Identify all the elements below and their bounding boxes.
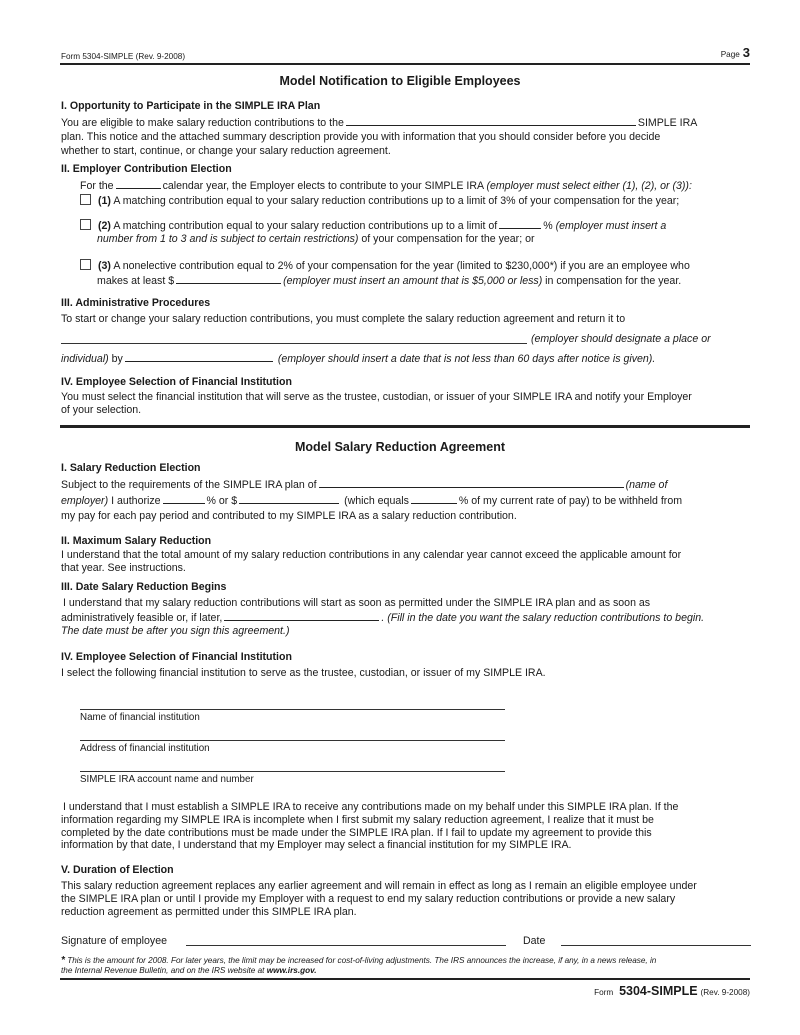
year-field[interactable] xyxy=(116,179,161,189)
footer-form-id: Form 5304-SIMPLE (Rev. 9-2008) xyxy=(594,984,750,998)
equals-percent-field[interactable] xyxy=(411,494,457,504)
page-num: 3 xyxy=(742,45,750,60)
text-line: makes at least $ (employer must insert an amount that is $5,000 or less) in compensation for the year. xyxy=(97,275,682,287)
section-heading: IV. Employee Selection of Financial Institution xyxy=(61,651,292,663)
text-line: the SIMPLE IRA plan or until I provide my Employer with a request to end my salary reduction contributions or provide a new salary xyxy=(61,893,676,905)
footnote-line: * This is the amount for 2008. For later years, the limit may be increased for cost-of-living adjustments. The IRS announces the increase, if any, in a news release, in xyxy=(61,955,657,966)
section-heading: II. Maximum Salary Reduction xyxy=(61,535,212,547)
option-3-checkbox[interactable] xyxy=(80,259,91,270)
amount-field[interactable] xyxy=(239,494,339,504)
field-label: Address of financial institution xyxy=(80,743,210,754)
institution-address-field[interactable] xyxy=(80,740,505,741)
match-percent-field[interactable] xyxy=(499,219,541,229)
option-3: (3) A nonelective contribution equal to 2% of your compensation for the year (limited to $230,000*) if you are an employee who xyxy=(80,259,690,273)
min-compensation-field[interactable] xyxy=(176,274,281,284)
footer-rule xyxy=(60,978,750,980)
return-place-field[interactable] xyxy=(61,343,527,344)
page-number xyxy=(721,46,750,61)
start-date-field[interactable] xyxy=(224,611,379,621)
return-date-field[interactable] xyxy=(125,352,273,362)
text-line: Subject to the requirements of the SIMPLE IRA plan of (name of xyxy=(61,479,668,491)
plan-name-field[interactable] xyxy=(346,116,636,126)
text-line: I select the following financial institution to serve as the trustee, custodian, or issuer of my SIMPLE IRA. xyxy=(61,667,546,679)
institution-name-field[interactable] xyxy=(80,709,505,710)
text-line: that year. See instructions. xyxy=(61,562,186,574)
text-line: my pay for each pay period and contributed to my SIMPLE IRA as a salary reduction contribution. xyxy=(61,510,517,522)
option-2: (2) A matching contribution equal to your salary reduction contributions up to a limit of % (employer must insert a xyxy=(80,219,666,233)
footnote-line: the Internal Revenue Bulletin, and on the IRS website at www.irs.gov. xyxy=(61,966,317,975)
text-line: For the calendar year, the Employer elects to contribute to your SIMPLE IRA (employer must select either (1), (2), or (3)): xyxy=(80,180,692,192)
section-heading: III. Administrative Procedures xyxy=(61,297,211,309)
text-line: The date must be after you sign this agreement.) xyxy=(61,625,290,637)
text-line: plan. This notice and the attached summary description provide you with information that you should consider before you decide xyxy=(61,131,661,143)
text-line: I understand that the total amount of my salary reduction contributions in any calendar year cannot exceed the applicable amount for xyxy=(61,549,682,561)
percent-field[interactable] xyxy=(163,494,205,504)
option-1: (1) A matching contribution equal to your salary reduction contributions up to a limit of 3% of your compensation for the year; xyxy=(80,194,679,208)
text-line: This salary reduction agreement replaces any earlier agreement and will remain in effect as long as I remain an eligible employee under xyxy=(61,880,697,892)
section-heading: I. Opportunity to Participate in the SIMPLE IRA Plan xyxy=(61,100,321,112)
text-line: To start or change your salary reduction contributions, you must complete the salary reduction agreement and return it to xyxy=(61,313,626,325)
signature-field[interactable] xyxy=(186,945,506,946)
text-line: administratively feasible or, if later, . (Fill in the date you want the salary reduction contributions to begin. xyxy=(61,612,705,624)
section-heading: III. Date Salary Reduction Begins xyxy=(61,581,227,593)
section-heading: IV. Employee Selection of Financial Institution xyxy=(61,376,292,388)
date-label: Date xyxy=(523,935,546,947)
text-line: whether to start, continue, or change your salary reduction agreement. xyxy=(61,145,391,157)
account-name-field[interactable] xyxy=(80,771,505,772)
text-line: of your selection. xyxy=(61,404,142,416)
text-line: I understand that I must establish a SIMPLE IRA to receive any contributions made on my behalf under this SIMPLE IRA plan. If the xyxy=(63,801,679,813)
text-line: employer) I authorize % or $ (which equals % of my current rate of pay) to be withheld from xyxy=(61,495,683,507)
text-line: You must select the financial institution that will serve as the trustee, custodian, or issuer of your SIMPLE IRA and notify your Employer xyxy=(61,391,692,403)
employer-name-field[interactable] xyxy=(319,478,624,488)
page-label: Page xyxy=(720,50,740,59)
text-line: I understand that my salary reduction contributions will start as soon as permitted under the SIMPLE IRA plan and as soon as xyxy=(63,597,651,609)
section-divider xyxy=(60,425,750,428)
text-line: individual) by (employer should insert a date that is not less than 60 days after notice is given). xyxy=(61,353,656,365)
agreement-title: Model Salary Reduction Agreement xyxy=(295,440,505,454)
text-line: number from 1 to 3 and is subject to certain restrictions) of your compensation for the year; or xyxy=(97,233,535,245)
option-1-checkbox[interactable] xyxy=(80,194,91,205)
header-rule xyxy=(60,63,750,65)
text-line: reduction agreement as permitted under this SIMPLE IRA plan. xyxy=(61,906,357,918)
section-heading: I. Salary Reduction Election xyxy=(61,462,201,474)
section-heading: V. Duration of Election xyxy=(61,864,174,876)
option-2-checkbox[interactable] xyxy=(80,219,91,230)
notification-title: Model Notification to Eligible Employees xyxy=(279,74,521,88)
text-line: (employer should designate a place or xyxy=(531,333,711,345)
text-line: completed by the date contributions must be made under the SIMPLE IRA plan. If I fail to update my agreement to provide this xyxy=(61,827,652,839)
text-line: information regarding my SIMPLE IRA is incomplete when I first submit my salary reduction agreement, I realize that it must be xyxy=(61,814,654,826)
text-line: information by that date, I understand that my Employer may select a financial institution for my SIMPLE IRA. xyxy=(61,839,572,851)
form-id: Form 5304-SIMPLE (Rev. 9-2008) xyxy=(61,52,186,61)
field-label: SIMPLE IRA account name and number xyxy=(80,774,254,785)
field-label: Name of financial institution xyxy=(80,712,200,723)
date-field[interactable] xyxy=(561,945,751,946)
text-line: You are eligible to make salary reduction contributions to the SIMPLE IRA xyxy=(61,117,698,129)
section-heading: II. Employer Contribution Election xyxy=(61,163,232,175)
signature-label: Signature of employee xyxy=(61,935,168,947)
